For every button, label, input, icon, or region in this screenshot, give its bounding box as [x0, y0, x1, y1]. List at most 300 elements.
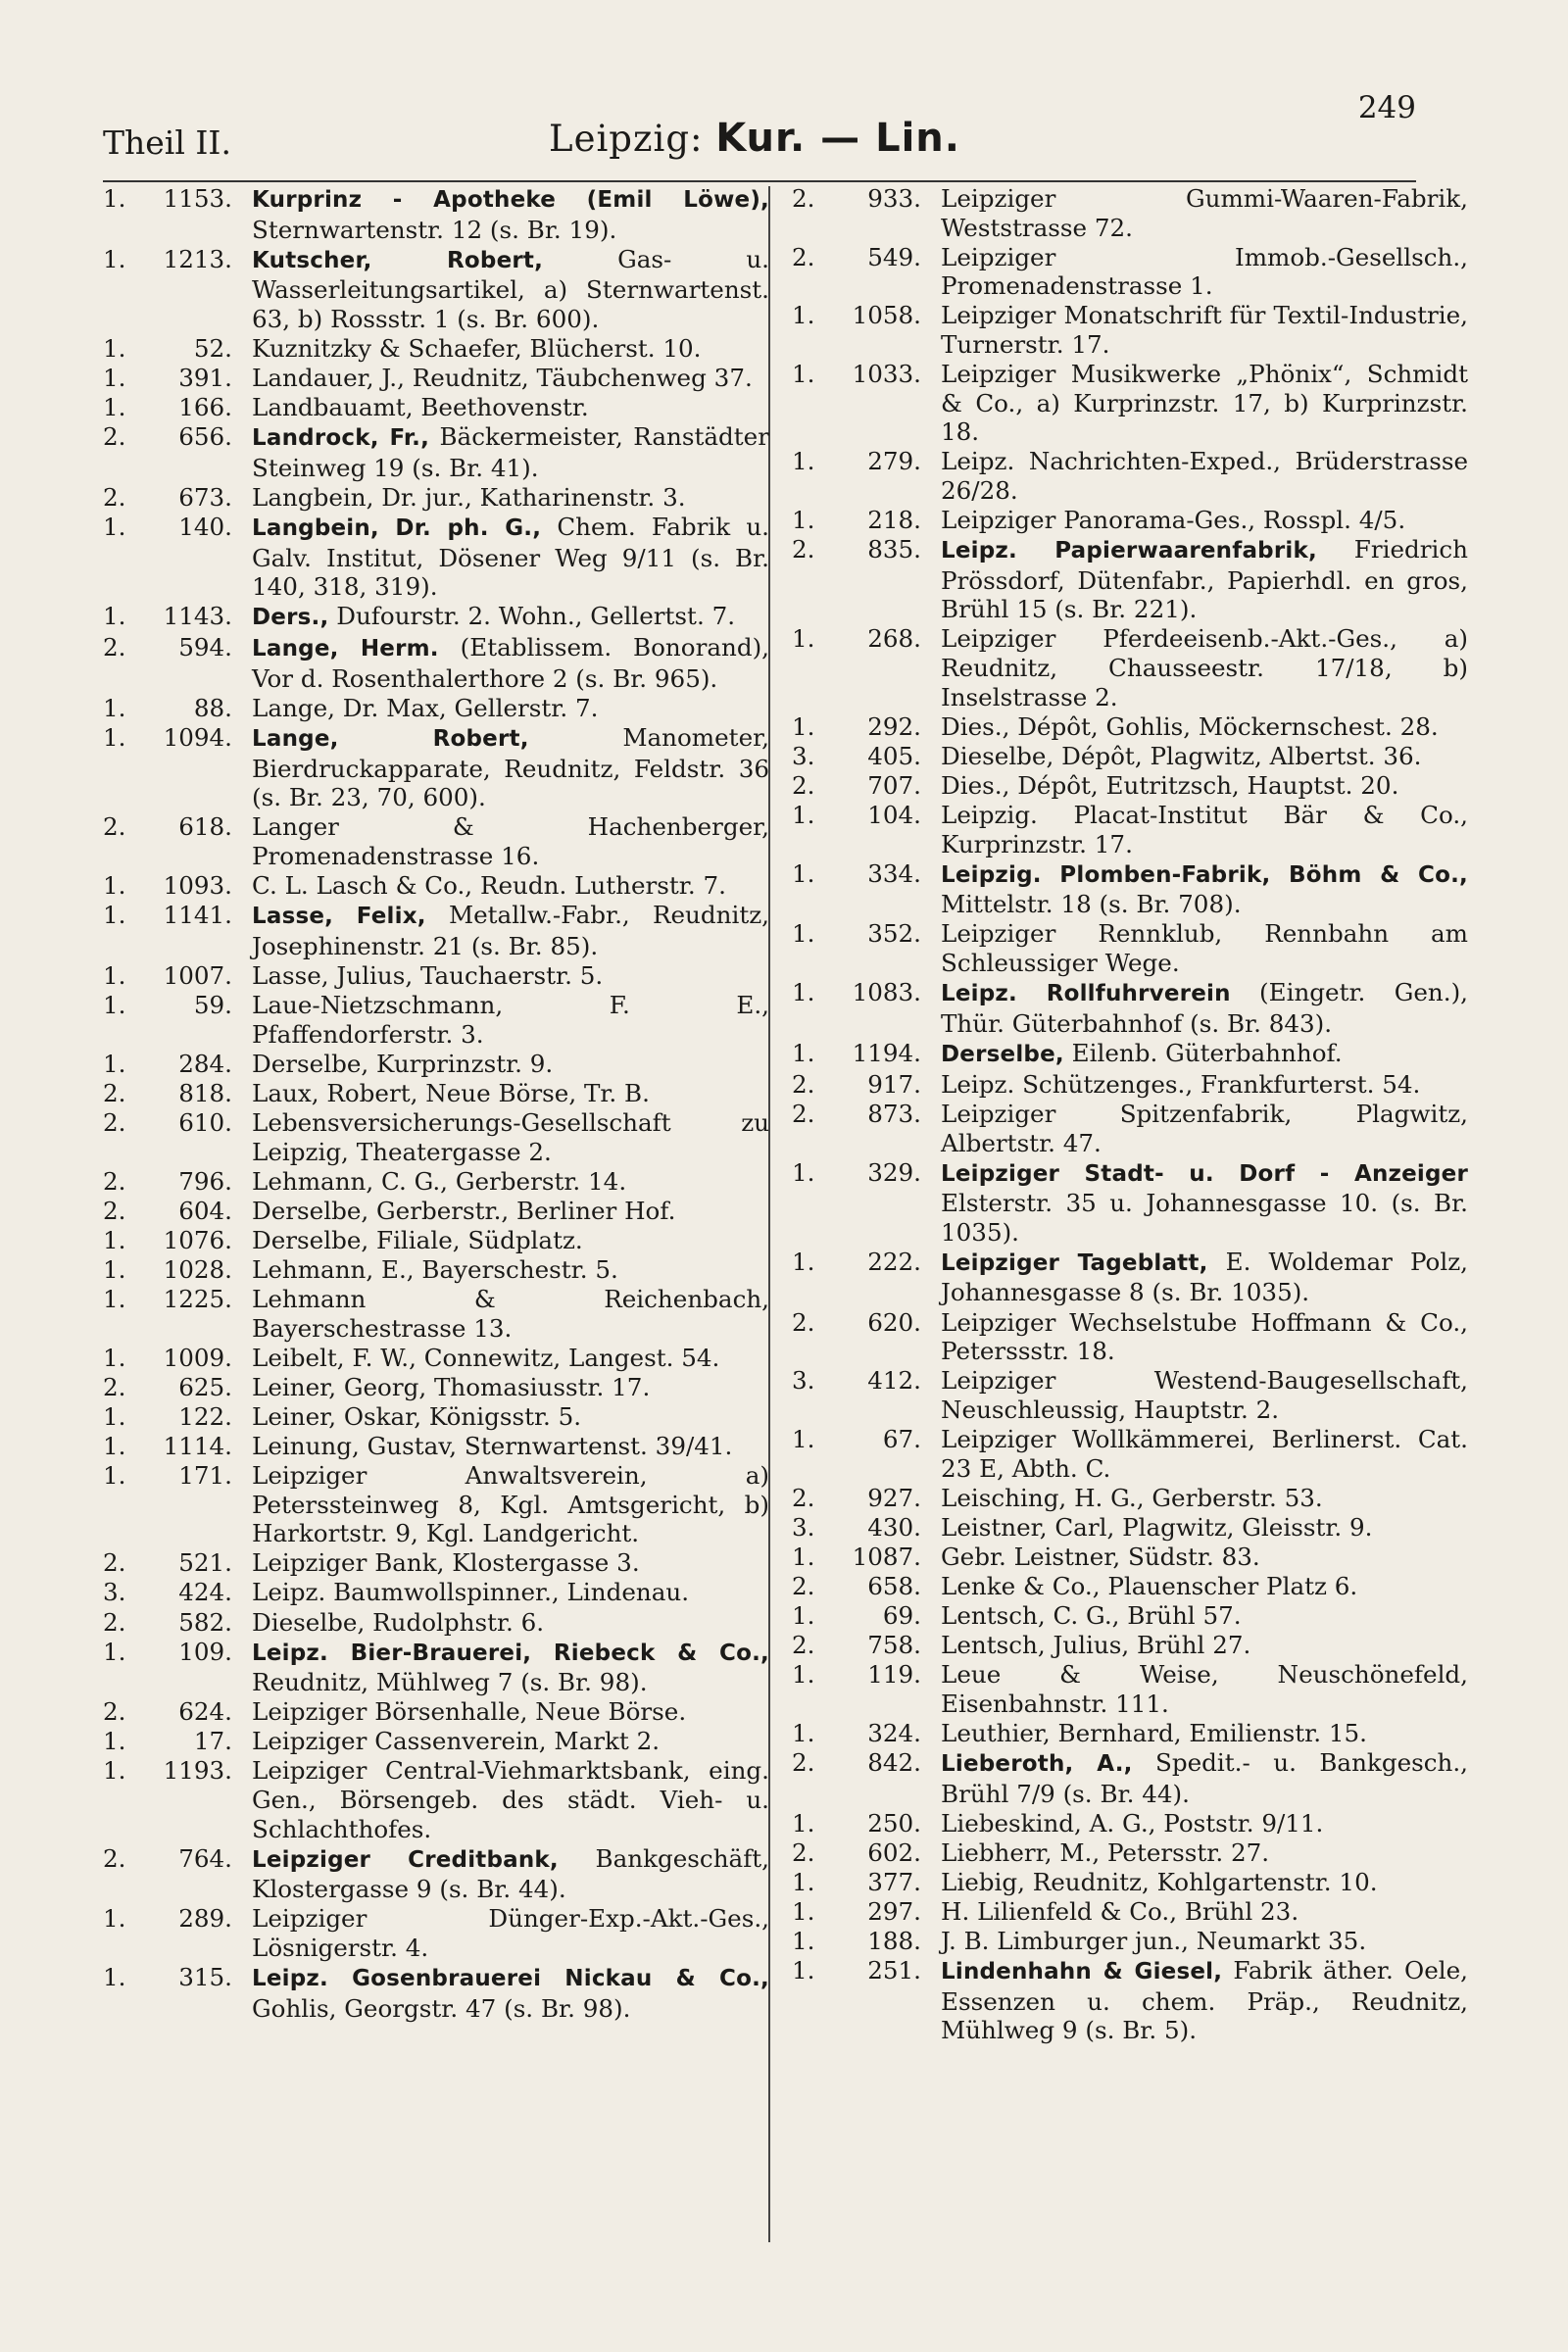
entry-number	[792, 1543, 929, 1572]
directory-entry	[103, 1255, 769, 1285]
entry-text	[929, 801, 1468, 858]
entry-class: 2.	[103, 422, 126, 452]
entry-details: Eilenb. Güterbahnhof.	[1063, 1038, 1343, 1067]
entry-text	[240, 483, 769, 513]
entry-details: Sternwartenstr. 12 (s. Br. 19).	[252, 215, 617, 244]
entry-number	[792, 1601, 929, 1631]
entry-text	[240, 1226, 769, 1255]
entry-number	[792, 624, 929, 711]
entry-details: Leipziger Pferdeeisenb.-Akt.-Ges., a) Reudnitz, Chausseestr. 17/18, b) Inselstrasse 2.	[941, 624, 1468, 711]
entry-class: 1.	[103, 184, 126, 213]
right-column	[792, 184, 1468, 2045]
directory-entry	[103, 1727, 769, 1756]
entry-class: 1.	[103, 723, 126, 753]
entry-text	[240, 1285, 769, 1343]
entry-number	[792, 771, 929, 801]
entry-number	[103, 1432, 240, 1461]
directory-entry	[792, 506, 1468, 535]
entry-text	[929, 360, 1468, 447]
entry-text	[240, 422, 769, 482]
entry-details: J. B. Limburger jun., Neumarkt 35.	[941, 1927, 1367, 1956]
entry-number	[792, 1956, 929, 2045]
entry-number	[103, 422, 240, 482]
directory-entry	[103, 723, 769, 812]
entry-details: Leipziger Bank, Klostergasse 3.	[252, 1548, 640, 1578]
entry-details: Leipziger Westend-Baugesellschaft, Neuschleussig, Hauptstr. 2.	[941, 1366, 1468, 1424]
directory-entry	[103, 1197, 769, 1226]
entry-number	[792, 1039, 929, 1070]
entry-text	[240, 1756, 769, 1843]
directory-entry	[792, 1425, 1468, 1483]
entry-class: 2.	[792, 1483, 815, 1512]
directory-entry	[103, 364, 769, 393]
directory-entry	[103, 1608, 769, 1638]
entry-details: (Eingetr. Gen.), Thür. Güterbahnhof (s. Br. 843).	[941, 978, 1468, 1038]
directory-entry	[792, 742, 1468, 771]
entry-phone-number: 104.	[867, 800, 921, 829]
entry-text	[929, 1070, 1468, 1100]
entry-number	[792, 1248, 929, 1307]
entry-class: 1.	[792, 800, 815, 829]
entry-details: Gebr. Leistner, Südstr. 83.	[941, 1542, 1260, 1571]
entry-text	[240, 961, 769, 991]
entry-phone-number: 1114.	[163, 1431, 232, 1460]
entry-details: Leipziger Wechselstube Hoffmann & Co., Peterssstr. 18.	[941, 1307, 1468, 1366]
entry-name-bold: Lieberoth, A.,	[941, 1750, 1133, 1777]
entry-number	[103, 1079, 240, 1108]
entry-number	[103, 1756, 240, 1843]
entry-class: 1.	[103, 1727, 126, 1756]
directory-entry	[792, 978, 1468, 1038]
entry-class: 1.	[103, 393, 126, 422]
entry-text	[240, 1373, 769, 1402]
entry-class: 1.	[792, 1247, 815, 1276]
entry-class: 1.	[103, 1049, 126, 1078]
entry-text	[929, 1868, 1468, 1897]
entry-phone-number: 707.	[867, 770, 921, 800]
entry-details: Manometer, Bierdruckapparate, Reudnitz, Feldstr. 36 (s. Br. 23, 70, 600).	[252, 723, 769, 812]
entry-details: Dieselbe, Rudolphstr. 6.	[252, 1607, 545, 1637]
directory-entry	[103, 633, 769, 693]
entry-phone-number: 521.	[178, 1548, 232, 1578]
directory-entry	[792, 1748, 1468, 1808]
entry-number	[103, 961, 240, 991]
entry-number	[792, 859, 929, 919]
entry-class: 2.	[103, 1078, 126, 1107]
entry-text	[240, 364, 769, 393]
entry-name-bold: Leipziger Tageblatt,	[941, 1250, 1208, 1276]
entry-number	[103, 184, 240, 244]
entry-name-bold: Leipz. Bier-Brauerei, Riebeck & Co.,	[252, 1640, 769, 1666]
entry-class: 2.	[792, 1747, 815, 1777]
directory-entry	[792, 1660, 1468, 1718]
directory-entry	[103, 1226, 769, 1255]
entry-number	[103, 1461, 240, 1548]
entry-text	[240, 1108, 769, 1166]
entry-details: Bäckermeister, Ranstädter Steinweg 19 (s. Br. 41).	[252, 422, 769, 482]
directory-entry	[792, 712, 1468, 742]
entry-number	[103, 1108, 240, 1166]
entry-class: 3.	[792, 1512, 815, 1542]
entry-name-bold: Ders.,	[252, 605, 329, 631]
entry-details: Leiner, Oskar, Königsstr. 5.	[252, 1401, 582, 1431]
entry-class: 1.	[103, 333, 126, 363]
header-rule	[103, 180, 1416, 182]
entry-number	[792, 1513, 929, 1543]
entry-name-bold: Derselbe,	[941, 1041, 1064, 1067]
entry-number	[792, 1868, 929, 1897]
entry-details: E. Woldemar Polz, Johannesgasse 8 (s. Br. 1035).	[941, 1247, 1468, 1307]
entry-class: 3.	[792, 1366, 815, 1396]
entry-phone-number: 873.	[867, 1099, 921, 1128]
entry-phone-number: 166.	[178, 393, 232, 422]
entry-phone-number: 618.	[178, 812, 232, 842]
entry-phone-number: 1143.	[163, 602, 232, 631]
entry-phone-number: 140.	[178, 513, 232, 542]
entry-class: 1.	[103, 244, 126, 273]
entry-details: Lehmann, C. G., Gerberstr. 14.	[252, 1166, 627, 1196]
entry-details: Landbauamt, Beethovenstr.	[252, 393, 589, 422]
directory-entry	[792, 447, 1468, 505]
entry-details: Lentsch, Julius, Brühl 27.	[941, 1631, 1251, 1660]
entry-phone-number: 602.	[867, 1838, 921, 1867]
entry-number	[103, 901, 240, 960]
city-label: Leipzig:	[549, 118, 704, 160]
entry-phone-number: 1153.	[163, 184, 232, 213]
directory-entry	[103, 812, 769, 870]
entry-number	[792, 1748, 929, 1808]
entry-phone-number: 758.	[867, 1631, 921, 1660]
entry-phone-number: 391.	[178, 364, 232, 393]
entry-number	[103, 1344, 240, 1373]
entry-number	[103, 1226, 240, 1255]
entry-details: Derselbe, Kurprinzstr. 9.	[252, 1049, 554, 1078]
directory-entry	[792, 1719, 1468, 1748]
entry-text	[240, 1844, 769, 1904]
entry-phone-number: 610.	[178, 1107, 232, 1137]
entry-details: Leipziger Panorama-Ges., Rosspl. 4/5.	[941, 506, 1406, 535]
entry-class: 2.	[792, 1571, 815, 1600]
entry-phone-number: 251.	[867, 1956, 921, 1985]
entry-text	[929, 1425, 1468, 1483]
entry-phone-number: 222.	[867, 1247, 921, 1276]
entry-number	[792, 1366, 929, 1424]
entry-details: Laux, Robert, Neue Börse, Tr. B.	[252, 1078, 650, 1107]
entry-phone-number: 250.	[867, 1808, 921, 1838]
directory-entry	[103, 1432, 769, 1461]
entry-class: 2.	[103, 1697, 126, 1727]
entry-class: 2.	[103, 1166, 126, 1196]
entry-number	[792, 360, 929, 447]
entry-details: Leipziger Rennklub, Rennbahn am Schleussiger Wege.	[941, 919, 1468, 977]
entry-phone-number: 218.	[867, 506, 921, 535]
directory-entry	[103, 334, 769, 364]
entry-number	[103, 991, 240, 1049]
entry-class: 2.	[103, 1548, 126, 1578]
entry-details: C. L. Lasch & Co., Reudn. Lutherstr. 7.	[252, 871, 726, 901]
entry-name-bold: Lasse, Felix,	[252, 904, 426, 930]
entry-details: Leipziger Anwaltsverein, a) Peterssteinweg 8, Kgl. Amtsgericht, b) Harkortstr. 9, Kgl. Landgericht.	[252, 1461, 769, 1548]
entry-details: Leipz. Schützenges., Frankfurterst. 54.	[941, 1069, 1421, 1099]
entry-text	[240, 812, 769, 870]
entry-phone-number: 122.	[178, 1401, 232, 1431]
entry-class: 3.	[792, 741, 815, 770]
directory-entry	[792, 1039, 1468, 1070]
entry-text	[929, 919, 1468, 977]
entry-text	[240, 1344, 769, 1373]
entry-class: 1.	[792, 624, 815, 654]
entry-text	[240, 1904, 769, 1962]
entry-phone-number: 656.	[178, 422, 232, 452]
entry-number	[792, 243, 929, 301]
entry-class: 1.	[792, 447, 815, 476]
entry-phone-number: 594.	[178, 633, 232, 662]
entry-class: 2.	[792, 242, 815, 271]
entry-text	[929, 742, 1468, 771]
entry-phone-number: 17.	[193, 1727, 232, 1756]
entry-text	[929, 1572, 1468, 1601]
entry-class: 1.	[103, 871, 126, 901]
entry-text	[929, 859, 1468, 919]
entry-text	[929, 535, 1468, 624]
entry-text	[929, 1631, 1468, 1660]
entry-number	[103, 633, 240, 693]
entry-number	[103, 1285, 240, 1343]
entry-phone-number: 604.	[178, 1196, 232, 1225]
entry-details: Dies., Dépôt, Gohlis, Möckernschest. 28.	[941, 711, 1439, 741]
entry-phone-number: 268.	[867, 624, 921, 654]
entry-number	[103, 1402, 240, 1432]
entry-details: Leipz. Baumwollspinner., Lindenau.	[252, 1578, 690, 1607]
entry-number	[103, 1608, 240, 1638]
entry-name-bold: Leipziger Creditbank,	[252, 1846, 559, 1873]
entry-number	[103, 812, 240, 870]
entry-number	[103, 694, 240, 723]
entry-text	[929, 624, 1468, 711]
entry-details: Leipziger Immob.-Gesellsch., Promenadenstrasse 1.	[941, 242, 1468, 301]
entry-text	[929, 1956, 1468, 2045]
entry-phone-number: 835.	[867, 535, 921, 564]
entry-name-bold: Lange, Robert,	[252, 726, 529, 753]
entry-text	[240, 1167, 769, 1197]
entry-number	[792, 712, 929, 742]
entry-phone-number: 329.	[867, 1157, 921, 1187]
entry-details: Lange, Dr. Max, Gellerstr. 7.	[252, 694, 599, 723]
entry-number	[792, 1838, 929, 1868]
entry-class: 2.	[103, 1843, 126, 1873]
entry-phone-number: 1028.	[163, 1254, 232, 1284]
entry-class: 2.	[103, 1372, 126, 1401]
entry-number	[792, 1070, 929, 1100]
entry-phone-number: 1033.	[852, 360, 921, 389]
entry-number	[103, 1844, 240, 1904]
entry-class: 1.	[103, 513, 126, 542]
entry-number	[103, 871, 240, 901]
entry-number	[792, 1719, 929, 1748]
entry-class: 1.	[792, 506, 815, 535]
page-header	[103, 90, 1416, 174]
directory-entry	[792, 184, 1468, 242]
entry-number	[792, 1631, 929, 1660]
entry-class: 2.	[792, 770, 815, 800]
entry-details: H. Lilienfeld & Co., Brühl 23.	[941, 1896, 1299, 1926]
entry-text	[240, 1402, 769, 1432]
entry-text	[929, 1308, 1468, 1366]
entry-class: 1.	[103, 1225, 126, 1254]
entry-phone-number: 424.	[178, 1578, 232, 1607]
entry-phone-number: 315.	[178, 1963, 232, 1992]
entry-text	[929, 1927, 1468, 1956]
entry-phone-number: 324.	[867, 1718, 921, 1747]
entry-phone-number: 624.	[178, 1697, 232, 1727]
entry-details: Leipz. Nachrichten-Exped., Brüderstrasse 26/28.	[941, 447, 1468, 505]
entry-phone-number: 1083.	[852, 978, 921, 1007]
entry-class: 1.	[792, 1808, 815, 1838]
entry-details: Leipziger Cassenverein, Markt 2.	[252, 1727, 661, 1756]
entry-details: Leipziger Dünger-Exp.-Akt.-Ges., Lösnigerstr. 4.	[252, 1904, 769, 1963]
entry-text	[240, 1548, 769, 1578]
entry-text	[240, 334, 769, 364]
entry-phone-number: 658.	[867, 1571, 921, 1600]
entry-number	[103, 723, 240, 812]
entry-class: 1.	[103, 694, 126, 723]
entry-class: 2.	[103, 1196, 126, 1225]
entry-class: 1.	[792, 1660, 815, 1690]
entry-details: Liebig, Reudnitz, Kohlgartenstr. 10.	[941, 1867, 1378, 1896]
directory-entry	[792, 1543, 1468, 1572]
entry-number	[103, 1963, 240, 2023]
directory-entry	[792, 1366, 1468, 1424]
directory-entry	[103, 1050, 769, 1079]
entry-name-bold: Landrock, Fr.,	[252, 425, 430, 452]
entry-text	[929, 1748, 1468, 1808]
directory-entry	[792, 1248, 1468, 1307]
entry-class: 1.	[792, 1927, 815, 1956]
entry-name-bold: Kutscher, Robert,	[252, 247, 544, 273]
entry-class: 1.	[103, 1904, 126, 1934]
directory-entry	[103, 602, 769, 633]
entry-number	[792, 1484, 929, 1513]
entry-class: 2.	[792, 1307, 815, 1337]
entry-class: 1.	[103, 1254, 126, 1284]
entry-text	[240, 723, 769, 812]
entry-phone-number: 119.	[867, 1660, 921, 1690]
entry-class: 1.	[103, 1756, 126, 1786]
entry-text	[240, 633, 769, 693]
entry-text	[929, 1513, 1468, 1543]
entry-number	[792, 1308, 929, 1366]
entry-details: Lenke & Co., Plauenscher Platz 6.	[941, 1571, 1358, 1600]
directory-entry	[103, 1904, 769, 1962]
entry-number	[103, 393, 240, 422]
entry-phone-number: 842.	[867, 1747, 921, 1777]
entry-details: Dieselbe, Dépôt, Plagwitz, Albertst. 36.	[941, 741, 1422, 770]
running-title	[549, 116, 960, 161]
entry-phone-number: 284.	[178, 1049, 232, 1078]
entry-number	[792, 801, 929, 858]
entry-text	[240, 1638, 769, 1697]
entry-details: Dies., Dépôt, Eutritzsch, Hauptst. 20.	[941, 770, 1399, 800]
left-column	[103, 184, 769, 2024]
entry-details: Elsterstr. 35 u. Johannesgasse 10. (s. Br. 1035).	[941, 1189, 1468, 1247]
directory-entry	[792, 624, 1468, 711]
entry-phone-number: 1093.	[163, 871, 232, 901]
entry-name-bold: Lange, Herm.	[252, 636, 439, 662]
entry-number	[103, 245, 240, 334]
entry-number	[103, 1167, 240, 1197]
entry-class: 1.	[792, 1424, 815, 1453]
entry-details: Leipziger Central-Viehmarktsbank, eing. Gen., Börsengeb. des städt. Vieh- u. Schlachthofes.	[252, 1756, 769, 1843]
entry-phone-number: 109.	[178, 1637, 232, 1666]
entry-phone-number: 430.	[867, 1512, 921, 1542]
entry-number	[103, 1904, 240, 1962]
entry-number	[792, 535, 929, 624]
entry-number	[103, 334, 240, 364]
entry-text	[929, 1484, 1468, 1513]
entry-number	[792, 1927, 929, 1956]
entry-number	[103, 1255, 240, 1285]
entry-class: 1.	[792, 1867, 815, 1896]
directory-entry	[103, 1402, 769, 1432]
entry-number	[792, 1158, 929, 1248]
entry-class: 1.	[792, 978, 815, 1007]
entry-class: 2.	[792, 1099, 815, 1128]
entry-class: 1.	[103, 1637, 126, 1666]
directory-entry	[792, 1572, 1468, 1601]
entry-phone-number: 1194.	[852, 1038, 921, 1067]
entry-phone-number: 1213.	[163, 244, 232, 273]
entry-phone-number: 292.	[867, 711, 921, 741]
entry-text	[929, 978, 1468, 1038]
entry-phone-number: 620.	[867, 1307, 921, 1337]
entry-text	[929, 1366, 1468, 1424]
entry-details: Leiner, Georg, Thomasiusstr. 17.	[252, 1372, 651, 1401]
entry-name-bold: Leipz. Papierwaarenfabrik,	[941, 538, 1317, 564]
entry-text	[240, 184, 769, 244]
entry-details: Derselbe, Gerberstr., Berliner Hof.	[252, 1196, 676, 1225]
entry-phone-number: 171.	[178, 1461, 232, 1491]
entry-text	[240, 1963, 769, 2023]
entry-details: Bankgeschäft, Klostergasse 9 (s. Br. 44).	[252, 1843, 769, 1904]
entry-phone-number: 1225.	[163, 1284, 232, 1313]
directory-entry	[792, 1631, 1468, 1660]
entry-number	[103, 513, 240, 602]
directory-entry	[103, 1548, 769, 1578]
entry-details: Landauer, J., Reudnitz, Täubchenweg 37.	[252, 364, 753, 393]
entry-details: Lehmann & Reichenbach, Bayerschestrasse 13.	[252, 1284, 769, 1343]
entry-class: 2.	[792, 1838, 815, 1867]
entry-text	[929, 1248, 1468, 1307]
entry-phone-number: 764.	[178, 1843, 232, 1873]
entry-phone-number: 334.	[867, 858, 921, 888]
entry-text	[929, 1100, 1468, 1157]
entry-text	[929, 1897, 1468, 1927]
entry-phone-number: 297.	[867, 1896, 921, 1926]
entry-number	[792, 1100, 929, 1157]
directory-entry	[103, 991, 769, 1049]
entry-phone-number: 405.	[867, 741, 921, 770]
entry-details: Leue & Weise, Neuschönefeld, Eisenbahnstr. 111.	[941, 1660, 1468, 1718]
entry-number	[792, 1425, 929, 1483]
directory-entry	[792, 301, 1468, 359]
entry-details: Lebensversicherungs-Gesellschaft zu Leipzig, Theatergasse 2.	[252, 1107, 769, 1166]
directory-entry	[792, 1838, 1468, 1868]
entry-class: 1.	[103, 991, 126, 1020]
entry-phone-number: 933.	[867, 184, 921, 213]
entry-number	[103, 1050, 240, 1079]
entry-number	[103, 1578, 240, 1607]
directory-entry	[103, 1079, 769, 1108]
